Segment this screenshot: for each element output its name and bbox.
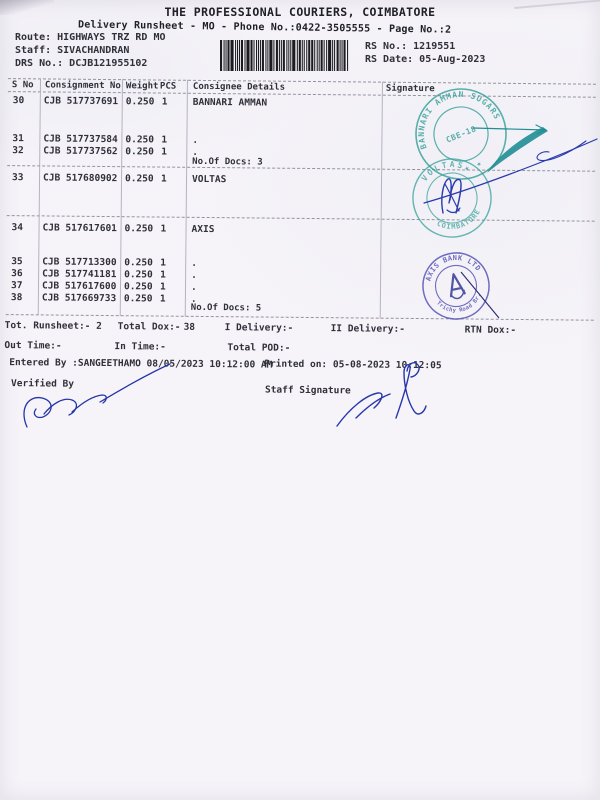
rtn-dox: RTN Dox:-: [464, 324, 517, 336]
cell-sno: 38: [10, 292, 23, 304]
svg-text:VOLTAS: VOLTAS: [419, 159, 466, 183]
total-dox-value: 38: [183, 321, 196, 333]
printed-on-line: Printed on: 05-08-2023 10:12:05: [264, 358, 442, 372]
i-delivery: I Delivery:-: [224, 322, 294, 334]
cell-consignee: .: [192, 146, 199, 158]
table-rule-bottom: [6, 314, 594, 321]
cell-wt: 0.250: [125, 96, 155, 108]
cell-cn: CJB 517680902: [42, 172, 118, 185]
cell-pcs: 1: [161, 134, 168, 146]
cell-sno: 36: [11, 268, 23, 280]
cell-consignee: .: [191, 257, 198, 269]
cell-consignee: .: [190, 281, 197, 293]
column-rule-2: [120, 79, 123, 316]
rs-number-line: RS No.: 1219551: [365, 41, 456, 52]
cell-consignee: .: [190, 293, 197, 305]
cell-cn: CJB 517669733: [41, 292, 117, 305]
cell-sno: 31: [12, 133, 24, 145]
cell-pcs: 1: [159, 293, 166, 305]
cell-consignee: AXIS: [191, 223, 215, 236]
cell-cn: CJB 517737691: [43, 95, 119, 108]
verified-by-label: Verified By: [11, 378, 75, 390]
cell-wt: 0.250: [124, 269, 153, 281]
cell-consignee: .: [192, 134, 199, 146]
column-rule-4: [380, 82, 383, 319]
table-rule-group1: [7, 165, 595, 172]
cell-cn: CJB 517737562: [43, 145, 118, 158]
cell-pcs: 1: [159, 281, 166, 293]
cell-cn: CJB 517741181: [42, 268, 117, 281]
column-rule-3: [185, 80, 188, 317]
header-sno: S No: [11, 80, 34, 91]
total-pod: Total POD:-: [227, 342, 291, 354]
cell-cn: CJB 517713300: [42, 256, 117, 269]
svg-text:★ ★: ★ ★: [463, 157, 485, 173]
header-signature: Signature: [385, 83, 435, 95]
cell-pcs: 1: [160, 257, 167, 269]
header-pcs: PCS: [159, 81, 177, 92]
svg-text:COIMBATORE: COIMBATORE: [435, 207, 483, 232]
route-line: Route: HIGHWAYS TRZ RD MO: [15, 32, 166, 43]
staff-line: Staff: SIVACHANDRAN: [15, 45, 130, 56]
cell-consignee: BANNARI AMMAN: [192, 96, 268, 109]
cell-cn: CJB 517617601: [42, 222, 117, 235]
rs-date-line: RS Date: 05-Aug-2023: [365, 54, 486, 65]
cell-wt: 0.250: [124, 223, 154, 235]
ii-delivery: II Delivery:-: [330, 323, 406, 335]
cell-pcs: 1: [160, 173, 167, 185]
cell-cn: CJB 517737584: [43, 133, 118, 146]
cell-sno: 35: [11, 256, 23, 268]
total-dox-label: Total Dox:-: [117, 321, 181, 333]
cell-consignee: .: [191, 269, 197, 281]
drs-number-line: DRS No.: DCJB121955102: [15, 58, 148, 69]
cell-sno: 34: [11, 222, 24, 234]
cell-wt: 0.250: [124, 173, 154, 185]
header-consignment: Consignment No: [44, 80, 121, 92]
cell-wt: 0.250: [124, 257, 153, 269]
company-title: THE PROFESSIONAL COURIERS, COIMBATORE: [164, 5, 436, 19]
bannari-stamp-center-text: CBE-18: [444, 124, 478, 145]
cell-sno: 37: [10, 280, 23, 292]
cell-wt: 0.250: [125, 146, 154, 158]
cell-consignee: VOLTAS: [191, 173, 227, 186]
cell-pcs: 1: [161, 96, 168, 108]
cell-pcs: 1: [160, 269, 166, 281]
cell-sno: 33: [11, 172, 24, 184]
cell-sno: 32: [12, 145, 24, 157]
in-time: In Time:-: [114, 341, 166, 353]
docs-note-group1: No.Of Docs: 3: [192, 156, 263, 168]
staff-signature-label: Staff Signature: [264, 384, 351, 397]
cell-wt: 0.250: [123, 293, 153, 305]
entered-by-line: Entered By :SANGEETHAMO 08/05/2023 10:12:00 AM: [9, 357, 273, 371]
cell-cn: CJB 517617600: [41, 280, 117, 293]
out-time: Out Time:-: [4, 340, 62, 352]
table-rule-group2: [7, 215, 595, 222]
total-runsheet: Tot. Runsheet:- 2: [4, 320, 102, 332]
svg-text:Trichy Road Br.: Trichy Road Br.: [435, 292, 483, 315]
runsheet-subtitle: Delivery Runsheet - MO - Phone No.:0422-3505555 - Page No.:2: [77, 19, 452, 36]
header-consignee: Consignee Details: [192, 81, 286, 93]
cell-wt: 0.250: [123, 281, 153, 293]
docs-note-group2: No.Of Docs: 5: [190, 302, 262, 314]
cell-sno: 30: [12, 95, 25, 107]
header-weight: Weight: [125, 81, 159, 92]
cell-pcs: 1: [160, 223, 167, 235]
cell-pcs: 1: [161, 146, 168, 158]
cell-wt: 0.250: [125, 134, 155, 146]
svg-text:BANNARI AMMAN SUGARS: BANNARI AMMAN SUGARS: [416, 89, 502, 151]
column-rule-1: [38, 78, 41, 315]
svg-text:AXIS BANK LTD: AXIS BANK LTD: [424, 253, 483, 283]
